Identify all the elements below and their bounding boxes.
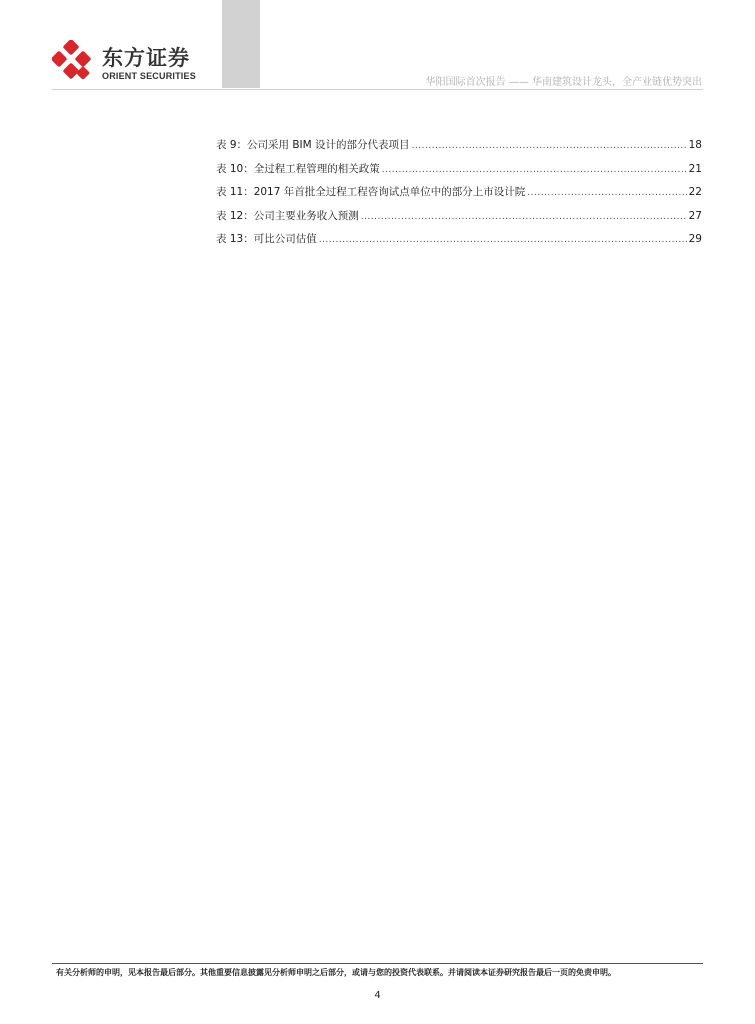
- brand-name-cn: 东方证券: [102, 46, 190, 70]
- toc-entry-label: 表 11：2017 年首批全过程工程咨询试点单位中的部分上市设计院: [216, 186, 526, 198]
- toc-entry-table-13[interactable]: [216, 231, 702, 255]
- toc-entry-page: 27: [688, 209, 702, 222]
- toc-entry-page: 22: [688, 186, 702, 198]
- toc-entry-label: 表 10：全过程工程管理的相关政策: [216, 162, 380, 175]
- toc-entry-table-10[interactable]: [216, 161, 702, 185]
- toc-entry-page: 21: [688, 162, 702, 175]
- toc-entry-label: 表 9：公司采用 BIM 设计的部分代表项目: [216, 139, 410, 151]
- footer-divider: [52, 963, 703, 964]
- toc-entry-table-12[interactable]: [216, 208, 702, 232]
- header-divider: [52, 89, 703, 90]
- header-gray-band: [222, 0, 260, 88]
- toc-dot-leader: [412, 141, 687, 151]
- toc-entry-page: 29: [688, 233, 702, 245]
- toc-dot-leader: [527, 188, 686, 198]
- orient-securities-logo-icon: [52, 40, 96, 84]
- brand-name-en: ORIENT SECURITIES: [102, 71, 196, 81]
- toc-dot-leader: [319, 235, 687, 245]
- table-of-tables: [216, 137, 702, 255]
- toc-entry-page: 18: [688, 139, 702, 151]
- toc-entry-table-9[interactable]: [216, 137, 702, 161]
- running-header-title: 华阳国际首次报告 —— 华南建筑设计龙头，全产业链优势突出: [425, 77, 702, 88]
- toc-entry-table-11[interactable]: [216, 184, 702, 208]
- toc-entry-label: 表 13：可比公司估值: [216, 233, 317, 245]
- page-number: 4: [374, 990, 381, 1001]
- toc-dot-leader: [382, 165, 687, 175]
- brand-logo: [52, 40, 212, 86]
- toc-dot-leader: [361, 212, 687, 222]
- toc-entry-label: 表 12：公司主要业务收入预测: [216, 209, 359, 222]
- footer-disclaimer: 有关分析师的申明，见本报告最后部分。其他重要信息披露见分析师申明之后部分，或请与您的投资代表联系。并请阅读本证券研究报告最后一页的免责申明。: [56, 968, 616, 977]
